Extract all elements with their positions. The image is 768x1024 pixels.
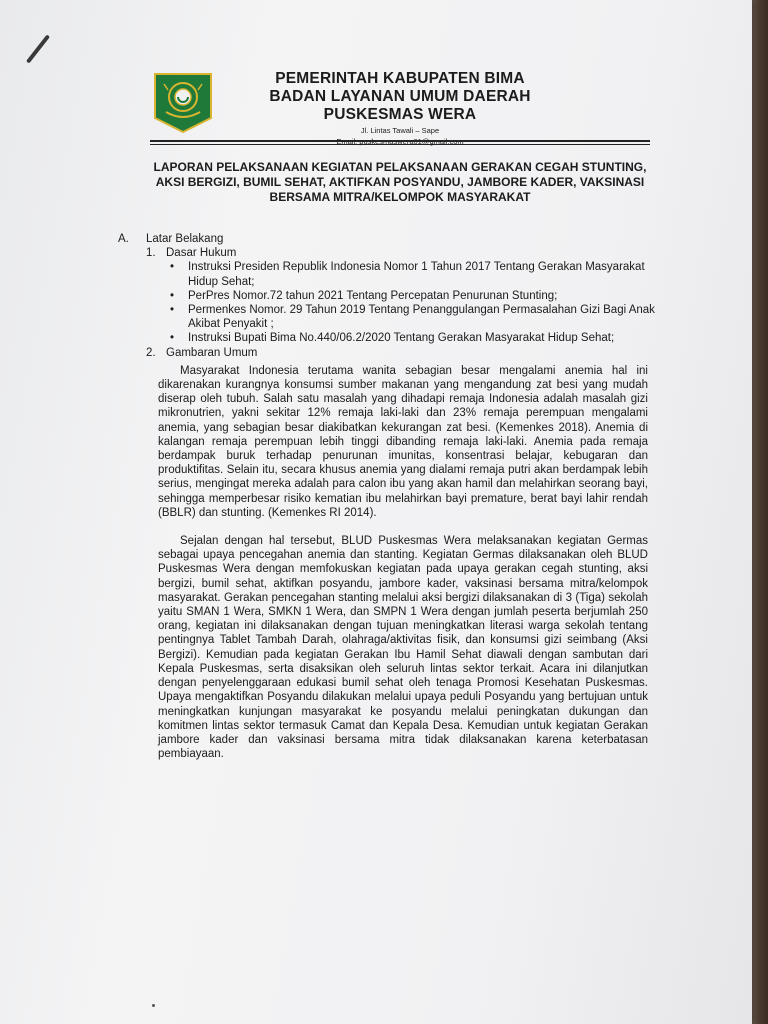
subsection-1-title: Dasar Hukum xyxy=(166,247,237,260)
letterhead-rule-thick xyxy=(150,140,650,142)
subsection-1-marker: 1. xyxy=(146,247,156,260)
pen-mark xyxy=(26,34,50,63)
subsection-1-heading xyxy=(146,246,658,260)
overview-paragraph-2: Sejalan dengan hal tersebut, BLUD Puskesmas Wera melaksanakan kegiatan Germas sebagai upaya pencegahan anemia dan stanting. Kegiatan Germas dilaksanakan oleh BLUD Puskesmas Wera dengan memfokuskan kegiatan pada upaya gerakan cegah stunting, aksi bergizi, bumil sehat, aktifkan posyandu, jambore kader, vaksinasi bersama mitra/kelompok masyarakat. Gerakan pencegahan stanting melalui aksi bergizi dilaksanakan di 3 (Tiga) sekolah yaitu SMAN 1 Wera, SMKN 1 Wera, dan SMPN 1 Wera dengan jumlah peserta berjumlah 250 orang, kegiatan ini dilaksanakan dengan tujuan meningkatkan literasi warga sekolah tentang pentingnya Tablet Tambah Darah, olahraga/aktivitas fisik, dan konsumsi gizi seimbang (Aksi Bergizi). Kemudian pada kegiatan Gerakan Ibu Hamil Sehat diawali dengan sambutan dari Kepala Puskesmas, serta disaksikan oleh seluruh lintas sektor terkait. Acara ini dilanjutkan dengan penyelenggaraan edukasi bumil sehat oleh tenaga Promosi Kesehatan Puskesmas. Upaya mengaktifkan Posyandu dilakukan melalui upaya peduli Posyandu yang bertujuan untuk meningkatkan kunjungan masyarakat ke posyandu melalui peningkatan dukungan dan komitmen lintas sektor termasuk Camat dan Kepala Desa. Kemudian untuk kegiatan Gerakan jambore kader dan vaksinasi bersama mitra tidak dilaksanakan karena keterbatasan pembiayaan. xyxy=(158,535,648,761)
letterhead-rule-thin xyxy=(150,144,650,145)
subsection-2-heading xyxy=(146,346,658,360)
subsection-2-title: Gambaran Umum xyxy=(166,346,258,359)
legal-basis-item: • Instruksi Bupati Bima No.440/06.2/2020 Tentang Gerakan Masyarakat Hidup Sehat; xyxy=(166,331,658,345)
letterhead-line-3: PUSKESMAS WERA xyxy=(323,106,477,123)
legal-basis-item: • PerPres Nomor.72 tahun 2021 Tentang Percepatan Penurunan Stunting; xyxy=(166,289,658,303)
document-body xyxy=(118,232,658,761)
section-a-title: Latar Belakang xyxy=(146,233,224,245)
legal-basis-item: • Instruksi Presiden Republik Indonesia Nomor 1 Tahun 2017 Tentang Gerakan Masyarakat Hidup Sehat; xyxy=(166,260,658,288)
letterhead xyxy=(230,70,570,146)
letterhead-address: Jl. Lintas Tawali – Sape xyxy=(360,126,440,135)
letterhead-line-2: BADAN LAYANAN UMUM DAERAH xyxy=(269,88,531,105)
legal-basis-item: • Permenkes Nomor. 29 Tahun 2019 Tentang Penanggulangan Permasalahan Gizi Bagi Anak Akibat Penyakit ; xyxy=(166,303,658,331)
government-emblem-logo xyxy=(152,72,214,134)
legal-basis-list xyxy=(118,260,658,345)
overview-paragraph-1: Masyarakat Indonesia terutama wanita sebagian besar mengalami anemia hal ini dikarenakan kurangnya konsumsi sumber makanan yang mengandung zat besi yang mudah diserap oleh tubuh. Salah satu masalah yang dihadapi remaja Indonesia adalah masalah gizi mikronutrien, yakni sekitar 12% remaja laki-laki dan 23% remaja perempuan mengalami anemia, yang sebagian besar diakibatkan kekurangan zat besi. (Kemenkes 2018). Anemia di kalangan remaja perempuan lebih tinggi dibanding remaja laki-laki. Anemia pada remaja berdampak buruk terhadap penurunan imunitas, konsentrasi belajar, kebugaran dan produktifitas. Selain itu, secara khusus anemia yang dialami remaja putri akan berdampak lebih serius, mengingat mereka adalah para calon ibu yang akan hamil dan melahirkan seorang bayi, sehingga memperbesar risiko kematian ibu melahirkan bayi premature, berat bayi lahir rendah (BBLR) dan stunting. (Kemenkes RI 2014). xyxy=(158,364,648,519)
section-a-marker: A. xyxy=(118,233,129,245)
section-a-heading xyxy=(118,232,658,246)
report-title: LAPORAN PELAKSANAAN KEGIATAN PELAKSANAAN GERAKAN CEGAH STUNTING, AKSI BERGIZI, BUMIL SEHAT, AKTIFKAN POSYANDU, JAMBORE KADER, VAKSINASI BERSAMA MITRA/KELOMPOK MASYARAKAT xyxy=(153,160,647,204)
subsection-2-marker: 2. xyxy=(146,346,156,359)
letterhead-line-1: PEMERINTAH KABUPATEN BIMA xyxy=(275,70,525,87)
page-speck xyxy=(152,1004,155,1007)
